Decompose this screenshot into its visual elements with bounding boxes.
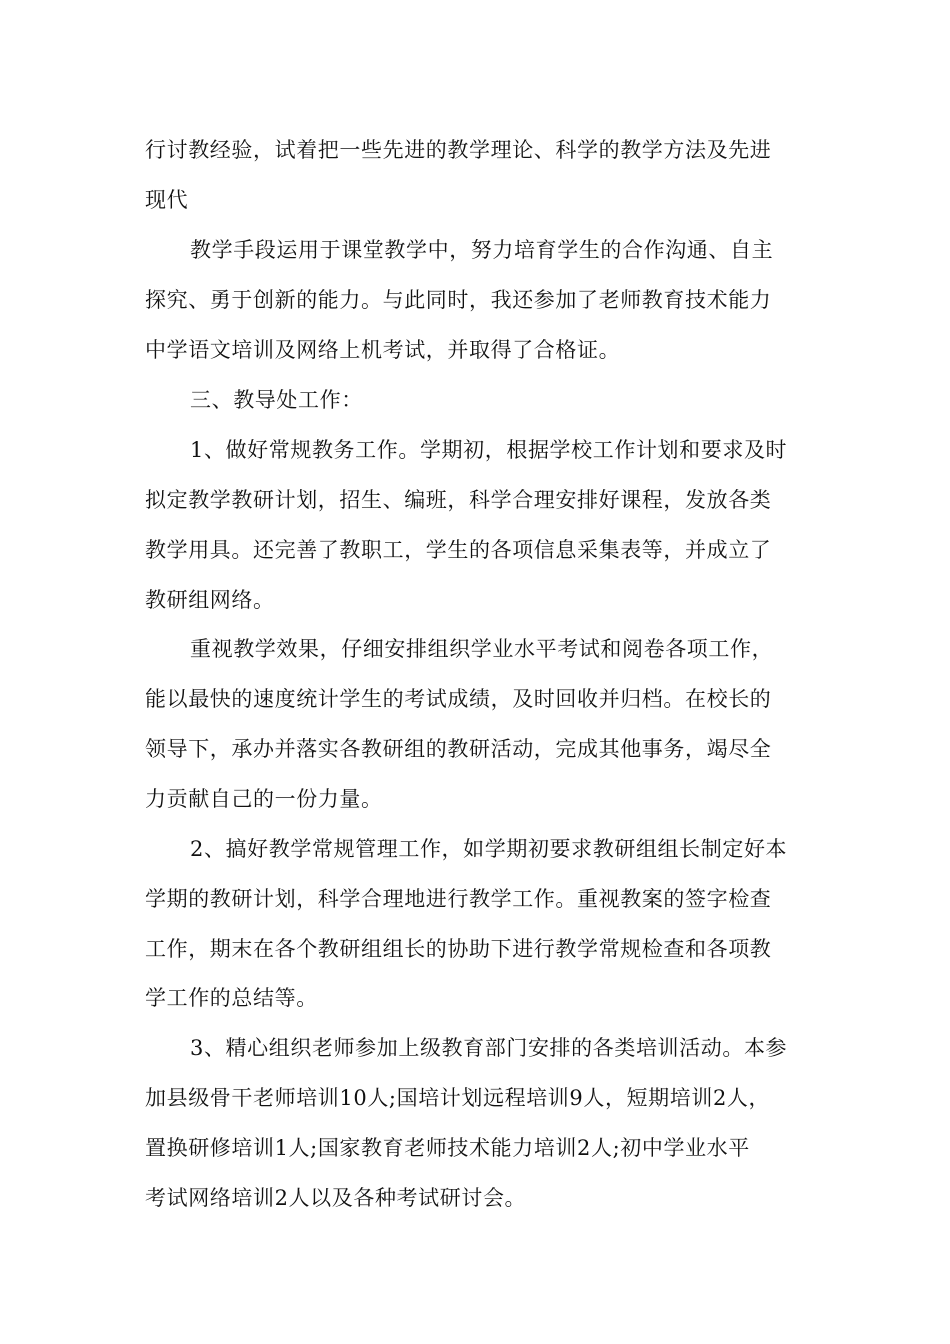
text-line-13: 领导下，承办并落实各教研组的教研活动，完成其他事务，竭尽全 [145,737,772,761]
text-line-18: 学工作的总结等。 [145,986,318,1010]
text-line-17: 工作，期末在各个教研组组长的协助下进行教学常规检查和各项教 [145,937,772,961]
text-line-19: 3、精心组织老师参加上级教育部门安排的各类培训活动。本参 [190,1036,788,1060]
text-line-5: 中学语文培训及网络上机考试，并取得了合格证。 [145,338,621,362]
text-line-12: 能以最快的速度统计学生的考试成绩，及时回收并归档。在校长的 [145,687,772,711]
text-line-20: 加县级骨干老师培训10人;国培计划远程培训9人，短期培训2人， [145,1086,771,1110]
text-line-14: 力贡献自己的一份力量。 [145,787,383,811]
text-line-16: 学期的教研计划，科学合理地进行教学工作。重视教案的签字检查 [145,887,772,911]
text-line-9: 教学用具。还完善了教职工，学生的各项信息采集表等，并成立了 [145,538,772,562]
text-line-3: 教学手段运用于课堂教学中，努力培育学生的合作沟通、自主 [190,238,774,262]
text-line-15: 2、搞好教学常规管理工作，如学期初要求教研组组长制定好本 [190,837,788,861]
text-line-10: 教研组网络。 [145,588,275,612]
text-line-4: 探究、勇于创新的能力。与此同时，我还参加了老师教育技术能力 [145,288,772,312]
text-line-8: 拟定教学教研计划，招生、编班，科学合理安排好课程，发放各类 [145,488,772,512]
text-line-22: 考试网络培训2人以及各种考试研讨会。 [145,1186,527,1210]
text-line-7: 1、做好常规教务工作。学期初，根据学校工作计划和要求及时 [190,438,788,462]
section-heading: 三、教导处工作： [190,388,363,412]
text-line-11: 重视教学效果，仔细安排组织学业水平考试和阅卷各项工作， [190,637,774,661]
text-line-2: 现代 [145,188,189,212]
text-line-21: 置换研修培训1人;国家教育老师技术能力培训2人;初中学业水平 [145,1136,750,1160]
text-line-1: 行讨教经验，试着把一些先进的教学理论、科学的教学方法及先进 [145,138,772,162]
